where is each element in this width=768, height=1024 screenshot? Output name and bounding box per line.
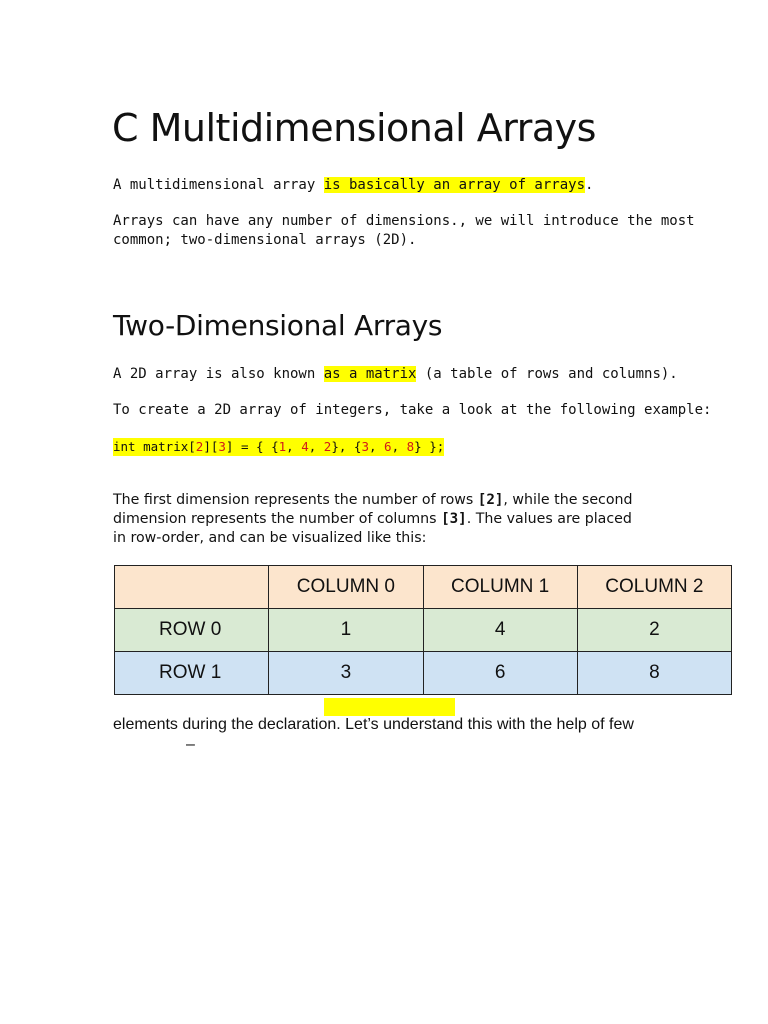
table-cell: 4 [423,609,577,652]
explanation-text: . The values are placed [466,511,632,527]
table-cell: 8 [577,652,731,695]
column-header: COLUMN 2 [577,566,731,609]
explanation-line-2 [113,510,632,529]
rows-value: [2] [477,492,504,508]
table-corner-cell [115,566,269,609]
code-token: }, { [331,439,362,454]
explanation-text: dimension represents the number of columns [113,511,442,527]
code-number: 3 [218,439,226,454]
intro-text: A multidimensional array [113,177,324,193]
section-heading: Two-Dimensional Arrays [113,309,443,342]
code-number: 2 [195,439,204,454]
matrix-text-after: (a table of rows and columns). [416,366,678,382]
code-number: 6 [384,439,392,454]
explanation-line-1 [113,491,633,510]
code-token: ][ [203,439,219,454]
code-token: int matrix[ [113,439,196,454]
trailing-text-line-1: elements during the declaration. Let’s understand this with the help of few [113,716,634,733]
table-cell: 1 [269,609,423,652]
code-number: 4 [301,439,309,454]
explanation-line-3: in row-order, and can be visualized like this: [113,530,427,546]
row-label: ROW 0 [115,609,269,652]
code-number: 2 [323,439,332,454]
highlight-bar [324,698,455,716]
section-paragraph-1 [113,365,678,384]
code-token: , [391,439,407,454]
explanation-text: , while the second [503,492,633,508]
table-cell: 2 [577,609,731,652]
table-cell: 3 [269,652,423,695]
code-token: , [368,439,385,454]
trailing-dash: – [186,736,195,753]
table-row [115,652,732,695]
section-paragraph-2: To create a 2D array of integers, take a look at the following example: [113,402,712,418]
intro-paragraph-2-line-1: Arrays can have any number of dimensions., we will introduce the most [113,213,695,229]
code-number: 3 [361,439,369,454]
row-label: ROW 1 [115,652,269,695]
code-token: , [308,439,324,454]
intro-paragraph-1 [113,176,593,195]
table-header-row [115,566,732,609]
code-number: 1 [278,439,287,454]
table-cell: 6 [423,652,577,695]
intro-highlight: is basically an array of arrays [323,177,586,193]
page-title: C Multidimensional Arrays [112,106,596,150]
matrix-text: A 2D array is also known [113,366,324,382]
matrix-table [114,565,732,695]
code-number: 8 [406,439,415,454]
intro-period: . [585,177,594,193]
explanation-text: The first dimension represents the number of rows [113,492,478,508]
column-header: COLUMN 0 [269,566,423,609]
matrix-highlight: as a matrix [323,366,417,382]
table-row [115,609,732,652]
intro-paragraph-2-line-2: common; two-dimensional arrays (2D). [113,232,417,248]
code-token: } }; [414,439,445,454]
code-example [113,438,444,456]
code-token: , [286,439,302,454]
code-token: ] = { { [225,439,279,454]
column-header: COLUMN 1 [423,566,577,609]
columns-value: [3] [441,511,467,527]
